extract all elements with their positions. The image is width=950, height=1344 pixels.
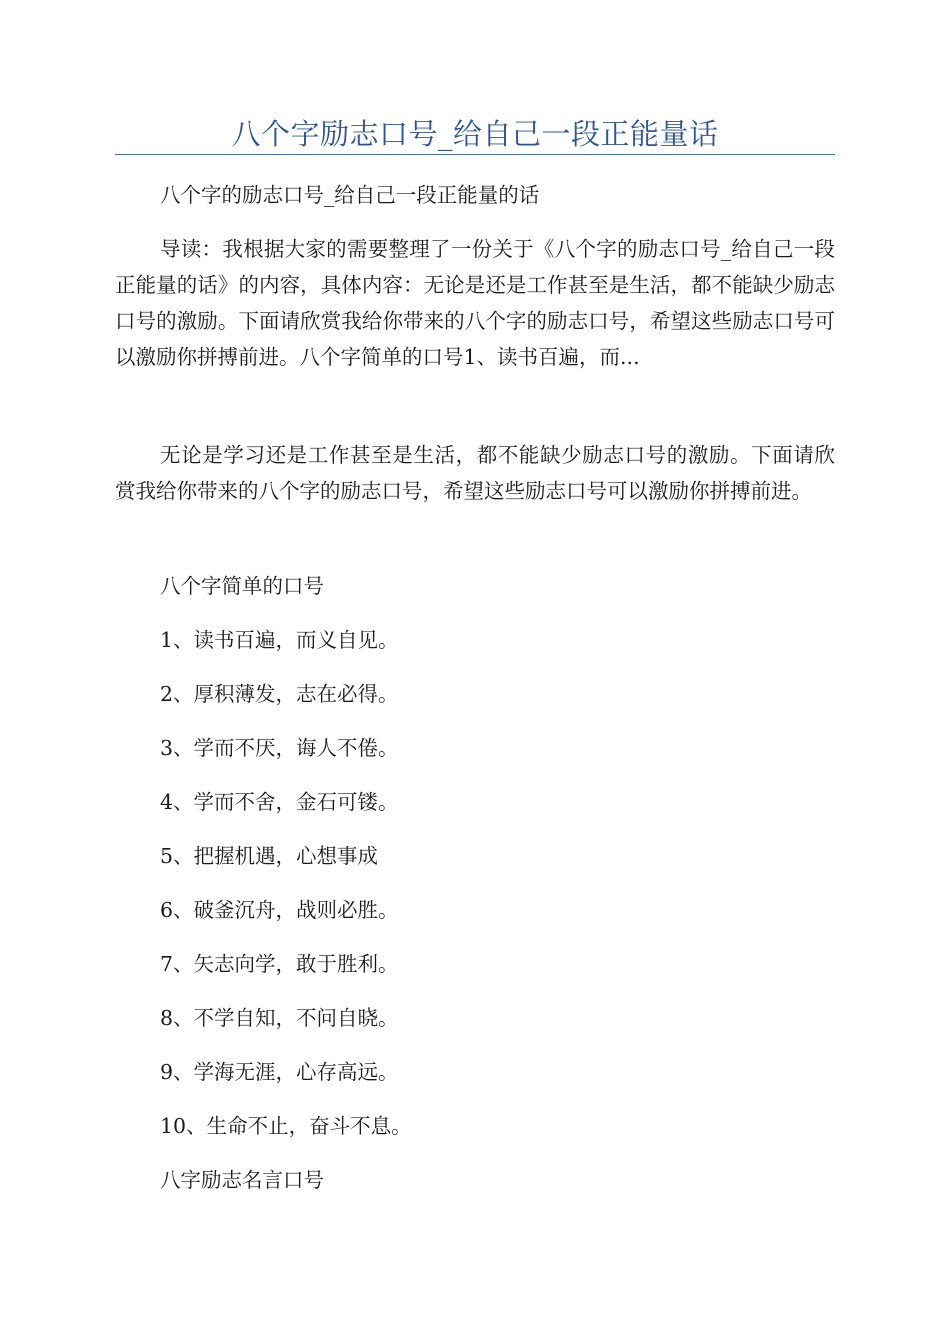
slogan-item: 3、学而不厌，诲人不倦。 xyxy=(160,736,399,760)
slogan-item: 1、读书百遍，而义自见。 xyxy=(160,628,399,652)
slogan-item: 2、厚积薄发，志在必得。 xyxy=(160,682,399,706)
intro-paragraph: 导读：我根据大家的需要整理了一份关于《八个字的励志口号_给自己一段正能量的话》的内容，具体内容：无论是还是工作甚至是生活，都不能缺少励志口号的激励。下面请欣赏我给你带来的八个字的励志口号，希望这些励志口号可以激励你拼搏前进。八个字简单的口号1、读书百遍，而... xyxy=(115,237,835,369)
slogan-item: 4、学而不舍，金石可镂。 xyxy=(160,790,399,814)
document-title: 八个字励志口号_给自己一段正能量话 xyxy=(231,117,719,151)
slogan-item: 5、把握机遇，心想事成 xyxy=(160,844,379,868)
body-paragraph: 无论是学习还是工作甚至是生活，都不能缺少励志口号的激励。下面请欣赏我给你带来的八个字的励志口号，希望这些励志口号可以激励你拼搏前进。 xyxy=(115,443,835,503)
slogan-item: 9、学海无涯，心存高远。 xyxy=(160,1060,399,1084)
section-heading-famous-quotes: 八字励志名言口号 xyxy=(160,1168,324,1192)
slogan-item: 6、破釜沉舟，战则必胜。 xyxy=(160,898,399,922)
slogan-item: 8、不学自知，不问自晓。 xyxy=(160,1006,399,1030)
title-underline xyxy=(115,154,835,155)
section-heading-simple-slogans: 八个字简单的口号 xyxy=(160,574,324,598)
slogan-item: 10、生命不止，奋斗不息。 xyxy=(160,1114,412,1138)
subtitle: 八个字的励志口号_给自己一段正能量的话 xyxy=(160,183,540,207)
slogan-item: 7、矢志向学，敢于胜利。 xyxy=(160,952,399,976)
